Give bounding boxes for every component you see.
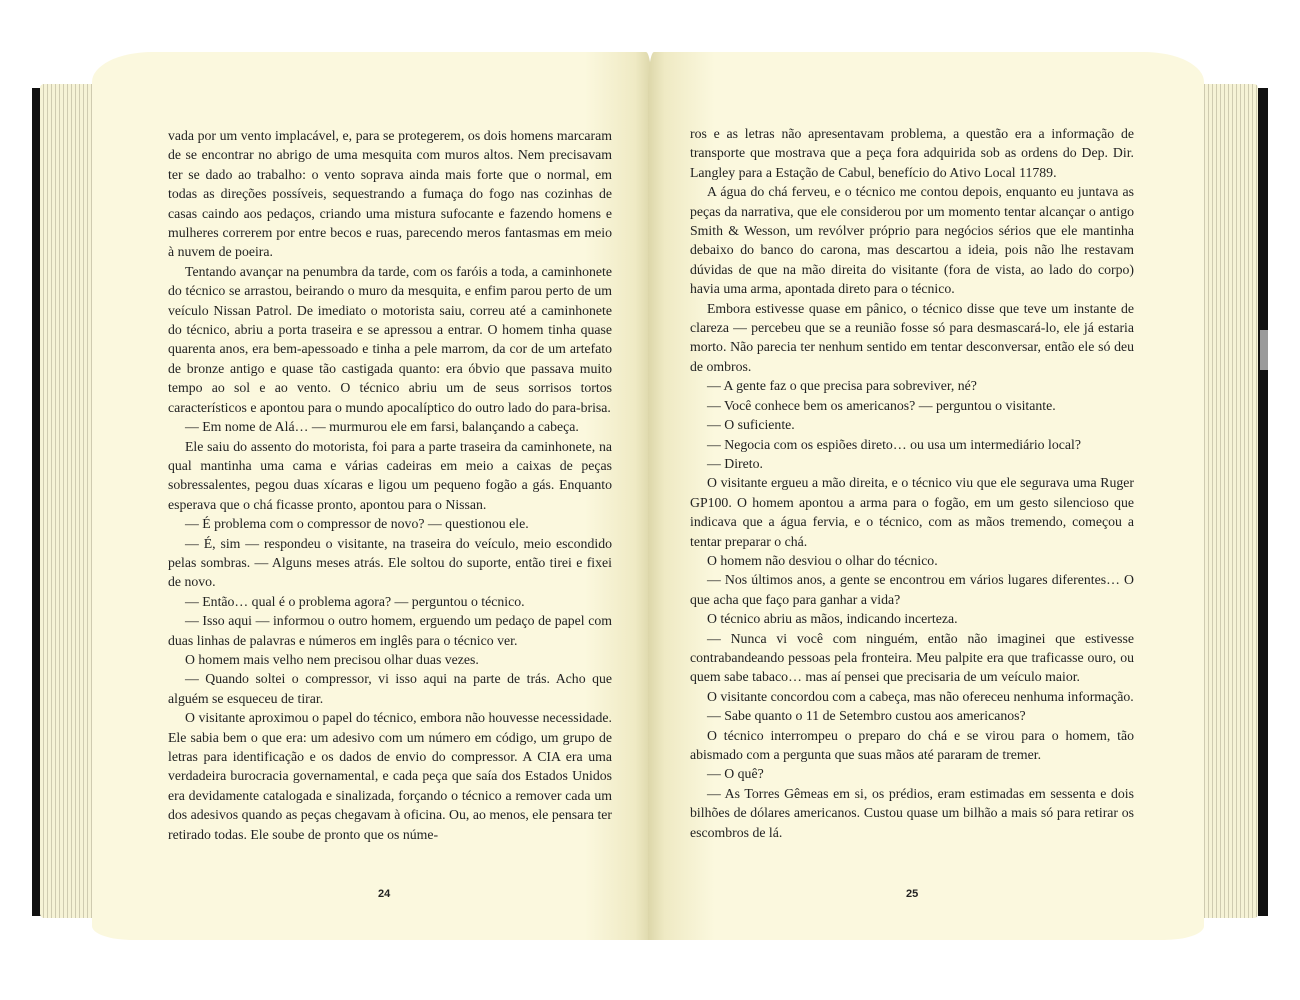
paragraph: — Direto. (707, 455, 763, 471)
paragraph: O homem mais velho nem precisou olhar duas vezes. (185, 651, 479, 667)
paragraph: O visitante aproximou o papel do técnico, embora não houvesse necessidade. Ele sabia bem o que era: um adesivo com um número em código, um grupo de letras para identificação e os dados de envio do compressor. A CIA era uma verdadeira burocracia governamental, e cada peça que saía dos Estados Unidos era devidamente catalogada e sinalizada, forçando o técnico a remover cada um dos adesivos quando as peças chegavam à oficina. Ou, ao menos, ele pensara ter retirado todas. Ele soube de pronto que os núme- (168, 710, 612, 842)
paragraph: — Você conhece bem os americanos? — perguntou o visitante. (707, 397, 1056, 413)
paragraph: — Sabe quanto o 11 de Setembro custou aos americanos? (707, 708, 1026, 724)
paragraph: — Em nome de Alá… — murmurou ele em farsi, balançando a cabeça. (185, 419, 579, 435)
paragraph: O técnico interrompeu o preparo do chá e se virou para o homem, tão abismado com a pergunta que suas mãos até pararam de tremer. (690, 727, 1134, 762)
paragraph: Tentando avançar na penumbra da tarde, com os faróis a toda, a caminhonete do técnico se arrastou, beirando o muro da mesquita, e enfim parou perto de um veículo Nissan Patrol. De imediato o motorista saiu, correu até a caminhonete do técnico, abriu a porta traseira e se apressou a entrar. O homem tinha quase quarenta anos, era bem-apessoado e tinha a pele marrom, da cor de um artefato de bronze antigo e quase tão castigada quanto: era óbvio que passava muito tempo ao sol e ao vento. O técnico abriu um de seus sorrisos tortos característicos e apontou para o mundo apocalíptico do outro lado do para-brisa. (168, 263, 612, 415)
page-number-right: 25 (906, 888, 919, 900)
left-page (92, 52, 652, 940)
paragraph: ros e as letras não apresentavam problema, a questão era a informação de transporte que mostrava que a peça fora adquirida sob as ordens do Dep. Dir. Langley para a Estação de Cabul, benefício do Ativo Local 11789. (690, 126, 1134, 180)
paragraph: — Negocia com os espiões direto… ou usa um intermediário local? (707, 436, 1081, 452)
paragraph: — Quando soltei o compressor, vi isso aqui na parte de trás. Acho que alguém se esqueceu de tirar. (168, 671, 612, 706)
paragraph: — O quê? (707, 766, 764, 782)
paragraph: Ele saiu do assento do motorista, foi para a parte traseira da caminhonete, na qual mantinha uma cama e várias cadeiras em meio a caixas de peças sobressalentes, pegou duas xícaras e ligou um pequeno fogão a gás. Enquanto esperava que o chá ficasse pronto, apontou para o Nissan. (168, 438, 612, 512)
page-stack-right (1196, 84, 1258, 918)
paragraph: Embora estivesse quase em pânico, o técnico disse que teve um instante de clareza — percebeu que se a reunião fosse só para desmascará-lo, ele já estaria morto. Não parecia ter nenhum sentido em tentar desconversar, então ele só deu de ombros. (690, 300, 1134, 374)
paragraph: O técnico abriu as mãos, indicando incerteza. (707, 611, 958, 627)
paragraph: vada por um vento implacável, e, para se protegerem, os dois homens marcaram de se encontrar no abrigo de uma mesquita com muros altos. Nem precisavam ter se dado ao trabalho: o vento soprava ainda mais forte que o normal, em todas as direções possíveis, sequestrando a fumaça do fogo nas cozinhas de casas caindo aos pedaços, criando uma mistura sufocante e fazendo homens e mulheres correrem por entre becos e ruas, parecendo meros fantasmas em meio à nuvem de poeira. (168, 128, 612, 260)
right-page-text (690, 124, 1134, 842)
paragraph: — As Torres Gêmeas em si, os prédios, eram estimadas em sessenta e dois bilhões de dólares americanos. Custou quase um bilhão a mais só para retirar os escombros de lá. (690, 785, 1134, 840)
paragraph: — A gente faz o que precisa para sobreviver, né? (707, 378, 977, 394)
paragraph: A água do chá ferveu, e o técnico me contou depois, enquanto eu juntava as peças da narrativa, que ele considerou por um momento tentar alcançar o antigo Smith & Wesson, um revólver próprio para negócios sérios que ele mantinha debaixo do banco do carona, mas descartou a ideia, pois não lhe restavam dúvidas de que na mão direita do visitante (fora de vista, ao lado do corpo) havia uma arma, apontada direto para o técnico. (690, 184, 1134, 297)
paragraph: O visitante concordou com a cabeça, mas não ofereceu nenhuma informação. (707, 688, 1134, 704)
paragraph: O visitante ergueu a mão direita, e o técnico viu que ele segurava uma Ruger GP100. O homem apontou a arma para o fogão, em um gesto silencioso que indicava que a água fervia, e o técnico, com as mãos tremendo, começou a tentar preparar o chá. (690, 475, 1134, 549)
paragraph: — O suficiente. (707, 417, 795, 433)
page-number-left: 24 (378, 888, 391, 900)
paragraph: — Nunca vi você com ninguém, então não imaginei que estivesse contrabandeando pessoas pela fronteira. Meu palpite era que traficasse ouro, ou quem sabe tabaco… mas aí pensei que precisaria de um veículo maior. (690, 630, 1134, 685)
left-page-text (168, 126, 612, 844)
paragraph: — Então… qual é o problema agora? — perguntou o técnico. (185, 593, 525, 609)
paragraph: O homem não desviou o olhar do técnico. (707, 552, 938, 568)
book-cover-right-edge (1258, 88, 1268, 916)
paragraph: — Isso aqui — informou o outro homem, erguendo um pedaço de papel com duas linhas de palavras e números em inglês para o técnico ver. (168, 613, 612, 648)
right-page (648, 52, 1204, 940)
book-cover-band (1260, 330, 1268, 370)
paragraph: — É, sim — respondeu o visitante, na traseira do veículo, meio escondido pelas sombras. — Alguns meses atrás. Ele soltou do suporte, então tirei e fixei de novo. (168, 535, 612, 590)
paragraph: — É problema com o compressor de novo? — questionou ele. (185, 516, 529, 532)
paragraph: — Nos últimos anos, a gente se encontrou em vários lugares diferentes… O que acha que faço para ganhar a vida? (690, 572, 1134, 607)
